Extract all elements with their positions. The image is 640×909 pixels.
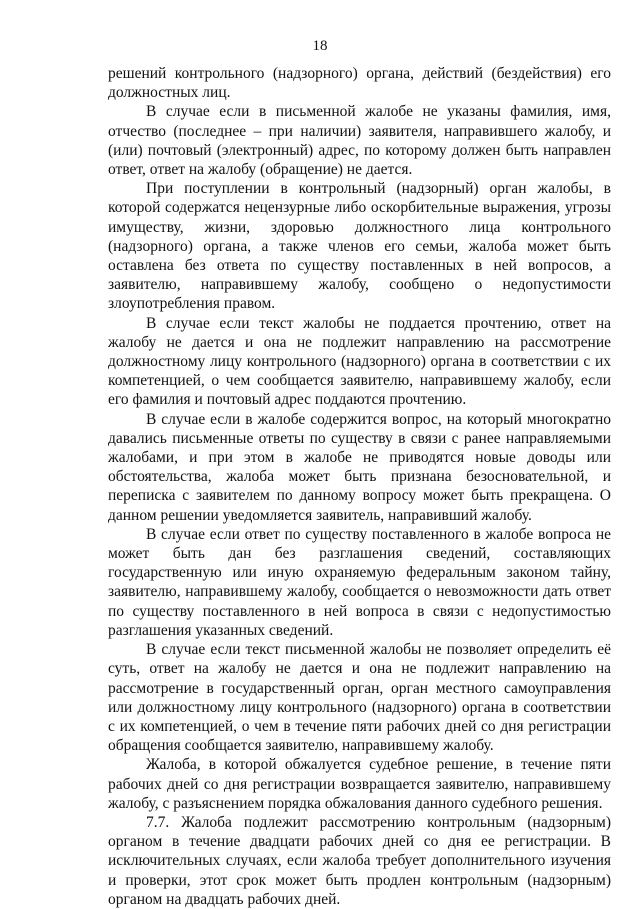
paragraph: При поступлении в контрольный (надзорный) орган жалобы, в которой содержатся нецензурные либо оскорбительные выражения, угрозы имуществу, жизни, здоровью должностного лица контрольного (надзорного) органа, а также членов его семьи, жалоба может быть оставлена без ответа по существу поставленных в ней вопросов, а заявителю, направившему жалобу, сообщено о недопустимости злоупотребления правом. [108, 180, 611, 313]
paragraph: В случае если ответ по существу поставленного в жалобе вопроса не может быть дан без разглашения сведений, составляющих государственную или иную охраняемую федеральным законом тайну, заявителю, направившему жалобу, сообщается о невозможности дать ответ по существу поставленного в ней вопроса в связи с недопустимостью разглашения указанных сведений. [108, 525, 611, 639]
paragraph: решений контрольного (надзорного) органа, действий (бездействия) его должностных лиц. [108, 65, 611, 102]
paragraph: В случае если текст письменной жалобы не позволяет определить её суть, ответ на жалобу не дается и она не подлежит направлению на рассмотрение в государственный орган, орган местного самоуправления или должностному лицу контрольного (надзорного) органа в соответствии с их компетенцией, о чем в течение пяти рабочих дней со дня регистрации обращения сообщается заявителю, направившему жалобу. [108, 641, 611, 755]
paragraph: В случае если текст жалобы не поддается прочтению, ответ на жалобу не дается и она не подлежит направлению на рассмотрение должностному лицу контрольного (надзорного) органа в соответствии с их компетенцией, о чем сообщается заявителю, направившему жалобу, если его фамилия и почтовый адрес поддаются прочтению. [108, 314, 611, 409]
paragraph: Жалоба, в которой обжалуется судебное решение, в течение пяти рабочих дней со дня регистрации возвращается заявителю, направившему жалобу, с разъяснением порядка обжалования данного судебного решения. [108, 756, 611, 812]
document-body [108, 64, 611, 909]
page-number: 18 [312, 38, 328, 54]
paragraph: 7.7. Жалоба подлежит рассмотрению контрольным (надзорным) органом в течение двадцати рабочих дней со дня ее регистрации. В исключительных случаях, если жалоба требует дополнительного изучения и проверки, этот срок может быть продлен контрольным (надзорным) органом на двадцать рабочих дней. [108, 813, 611, 908]
paragraph: В случае если в письменной жалобе не указаны фамилия, имя, отчество (последнее – при наличии) заявителя, направившего жалобу, и (или) почтовый (электронный) адрес, по которому должен быть направлен ответ, ответ на жалобу (обращение) не дается. [108, 103, 611, 179]
paragraph: В случае если в жалобе содержится вопрос, на который многократно давались письменные ответы по существу в связи с ранее направляемыми жалобами, и при этом в жалобе не приводятся новые доводы или обстоятельства, жалоба может быть признана безосновательной, и переписка с заявителем по данному вопросу может быть прекращена. О данном решении уведомляется заявитель, направивший жалобу. [108, 410, 611, 524]
